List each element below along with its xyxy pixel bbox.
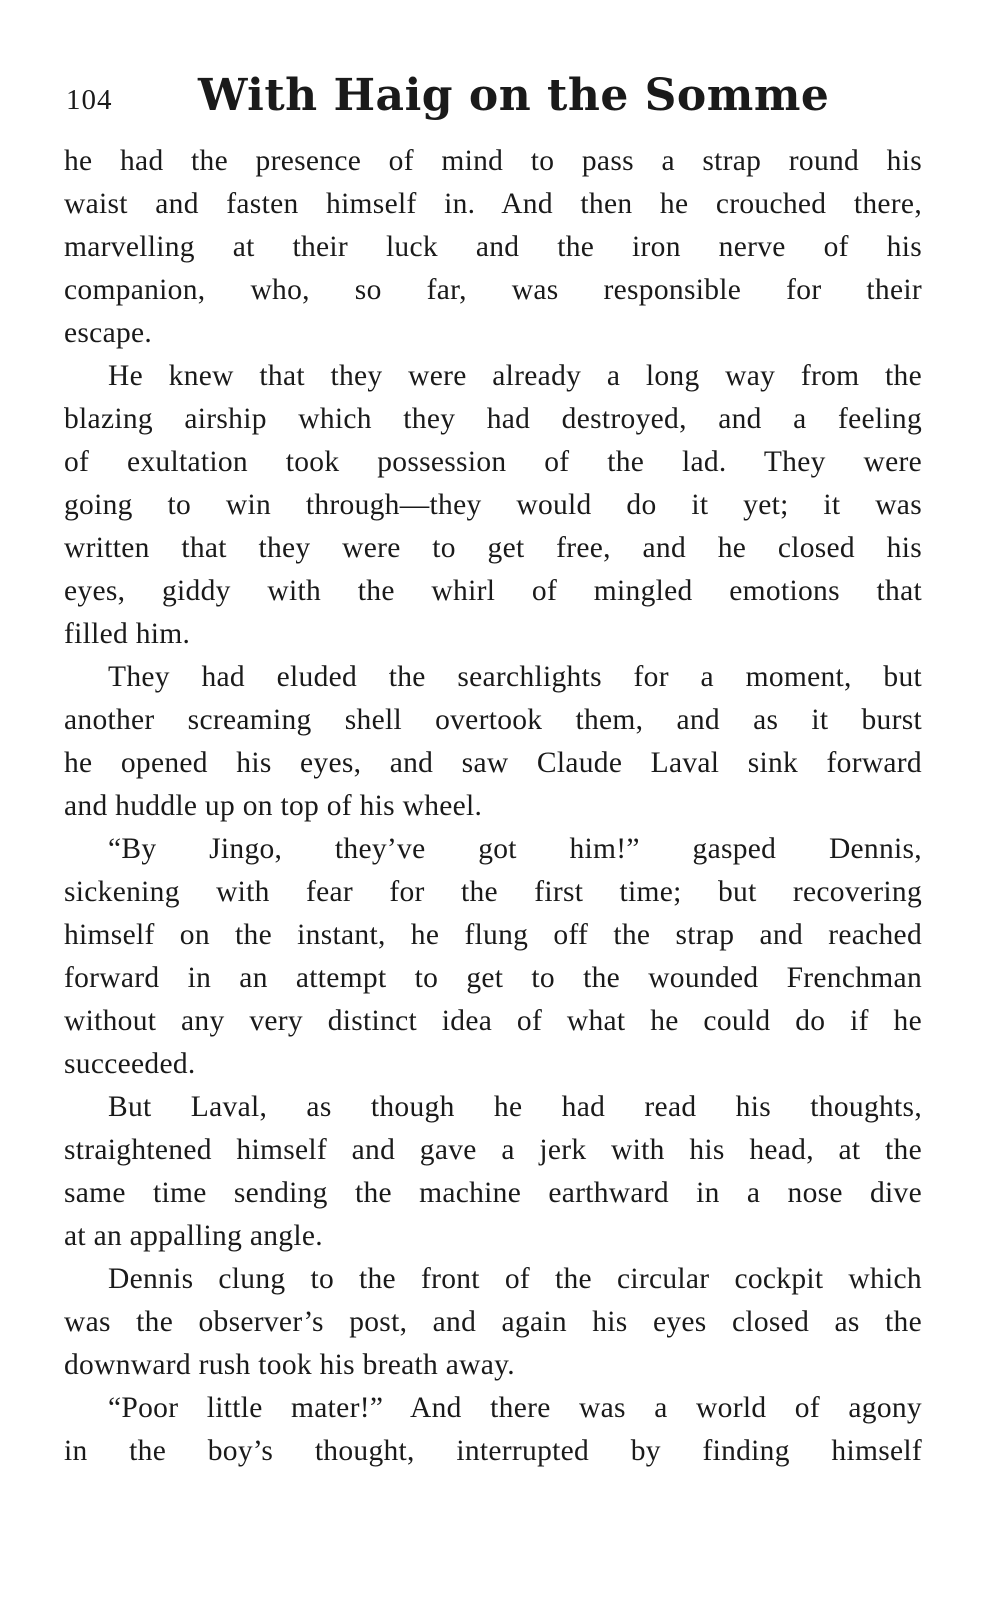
paragraph xyxy=(64,1258,922,1387)
text-line: “By Jingo, they’ve got him!” gasped Dennis, xyxy=(108,833,922,865)
text-line: marvelling at their luck and the iron nerve of his xyxy=(64,231,922,263)
text-line: straightened himself and gave a jerk with his head, at the xyxy=(64,1134,922,1166)
text-line: going to win through—they would do it yet; it was xyxy=(64,489,922,521)
text-line: escape. xyxy=(64,317,153,349)
paragraph xyxy=(64,1387,922,1473)
text-line: forward in an attempt to get to the wounded Frenchman xyxy=(64,962,922,994)
text-line: at an appalling angle. xyxy=(64,1220,323,1252)
paragraph xyxy=(64,355,922,656)
text-line: in the boy’s thought, interrupted by finding himself xyxy=(64,1435,922,1467)
text-line: himself on the instant, he flung off the strap and reached xyxy=(64,919,922,951)
text-line: same time sending the machine earthward in a nose dive xyxy=(64,1177,922,1209)
text-line: he had the presence of mind to pass a strap round his xyxy=(64,145,922,177)
text-line: blazing airship which they had destroyed, and a feeling xyxy=(64,403,922,435)
text-line: written that they were to get free, and he closed his xyxy=(64,532,922,564)
text-line: was the observer’s post, and again his eyes closed as the xyxy=(64,1306,922,1338)
text-line: succeeded. xyxy=(64,1048,196,1080)
text-line: downward rush took his breath away. xyxy=(64,1349,515,1381)
text-line: But Laval, as though he had read his thoughts, xyxy=(108,1091,922,1123)
text-line: and huddle up on top of his wheel. xyxy=(64,790,483,822)
page-number: 104 xyxy=(66,84,113,116)
paragraph xyxy=(64,140,922,355)
page-header xyxy=(0,70,1000,130)
paragraph xyxy=(64,656,922,828)
text-line: without any very distinct idea of what he could do if he xyxy=(64,1005,922,1037)
body-text xyxy=(64,140,922,1473)
text-line: filled him. xyxy=(64,618,191,650)
text-line: “Poor little mater!” And there was a world of agony xyxy=(108,1392,922,1424)
text-line: sickening with fear for the first time; but recovering xyxy=(64,876,922,908)
text-line: Dennis clung to the front of the circular cockpit which xyxy=(108,1263,922,1295)
text-line: he opened his eyes, and saw Claude Laval sink forward xyxy=(64,747,922,779)
paragraph xyxy=(64,828,922,1086)
paragraph xyxy=(64,1086,922,1258)
text-line: They had eluded the searchlights for a moment, but xyxy=(108,661,922,693)
text-line: companion, who, so far, was responsible for their xyxy=(64,274,922,306)
text-line: He knew that they were already a long way from the xyxy=(108,360,922,392)
text-line: eyes, giddy with the whirl of mingled emotions that xyxy=(64,575,922,607)
text-line: of exultation took possession of the lad. They were xyxy=(64,446,922,478)
text-line: another screaming shell overtook them, and as it burst xyxy=(64,704,922,736)
text-line: waist and fasten himself in. And then he crouched there, xyxy=(64,188,922,220)
running-title: With Haig on the Somme xyxy=(198,70,830,121)
